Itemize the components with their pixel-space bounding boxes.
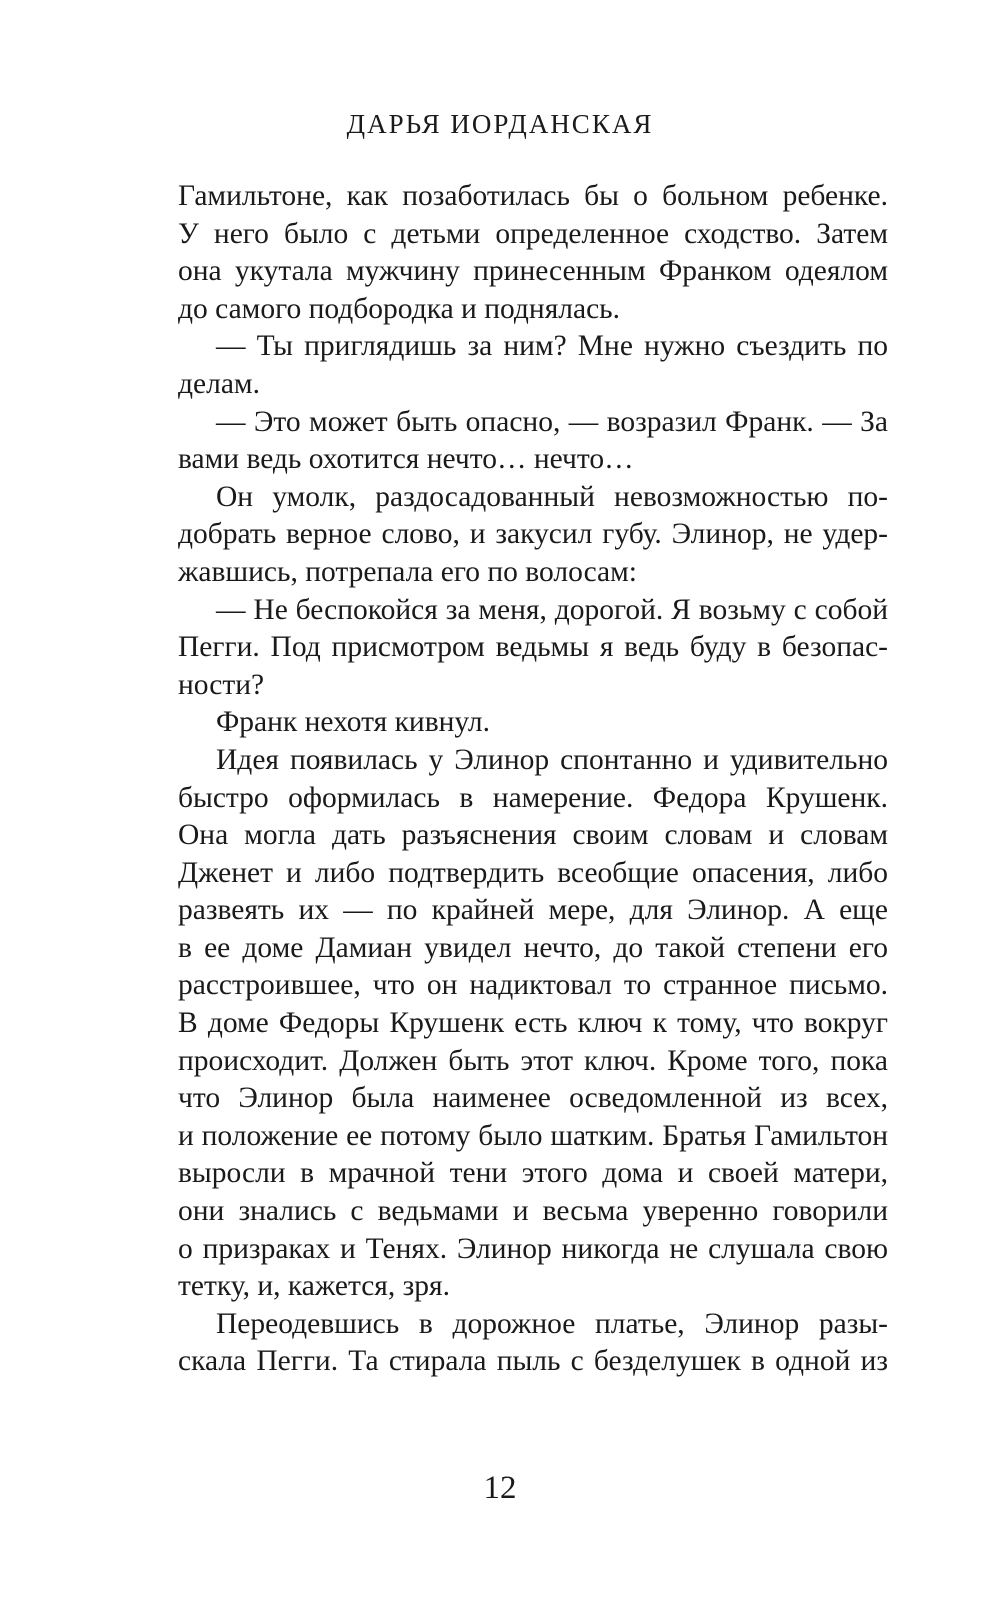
text-line: вами ведь охотится нечто… нечто…: [178, 443, 634, 476]
text-line: Дженет и либо подтвердить всеобщие опасения, либо: [178, 856, 888, 889]
text-line: Гамильтоне, как позаботилась бы о больном ребенке.: [178, 180, 888, 212]
text-line: Переодевшись в дорожное платье, Элинор разы-: [216, 1307, 888, 1340]
page-number: 12: [483, 1470, 517, 1506]
text-line: Он умолк, раздосадованный невозможностью по-: [216, 480, 888, 513]
running-header-author: ДАРЬЯ ИОРДАНСКАЯ: [346, 109, 654, 139]
text-line: выросли в мрачной тени этого дома и своей матери,: [178, 1157, 888, 1190]
text-line: что Элинор была наименее осведомленной из всех,: [178, 1082, 888, 1115]
text-line: — Это может быть опасно, — возразил Франк. — За: [216, 405, 888, 438]
text-line: добрать верное слово, и закусил губу. Элинор, не удер-: [178, 518, 888, 551]
text-line: быстро оформилась в намерение. Федора Крушенк.: [178, 781, 888, 814]
text-line: в ее доме Дамиан увидел нечто, до такой степени его: [178, 931, 888, 964]
text-line: — Не беспокойся за меня, дорогой. Я возьму с собой: [216, 593, 888, 626]
text-line: расстроившее, что он надиктовал то странное письмо.: [178, 969, 888, 1002]
text-line: она укутала мужчину принесенным Франком одеялом: [178, 255, 888, 288]
text-line: Франк нехотя кивнул.: [216, 706, 490, 739]
text-line: происходит. Должен быть этот ключ. Кроме того, пока: [178, 1044, 888, 1077]
text-line: до самого подбородка и поднялась.: [178, 292, 621, 325]
text-line: и положение ее потому было шатким. Братья Гамильтон: [178, 1119, 888, 1152]
text-line: Пегги. Под присмотром ведьмы я ведь буду в безопас-: [178, 631, 888, 664]
text-line: скала Пегги. Та стирала пыль с безделушек в одной из: [178, 1345, 888, 1378]
text-line: они знались с ведьмами и весьма уверенно говорили: [178, 1195, 888, 1228]
text-line: — Ты приглядишь за ним? Мне нужно съездить по: [216, 330, 888, 363]
text-line: ности?: [178, 668, 265, 701]
text-line: Идея появилась у Элинор спонтанно и удивительно: [216, 743, 888, 776]
text-line: Она могла дать разъяснения своим словам и словам: [178, 819, 888, 852]
text-line: У него было с детьми определенное сходство. Затем: [178, 217, 888, 250]
text-line: тетку, и, кажется, зря.: [178, 1270, 450, 1303]
text-line: делам.: [178, 367, 260, 400]
text-line: развеять их — по крайней мере, для Элинор. А еще: [178, 894, 888, 927]
body-text: [178, 178, 888, 1381]
text-line: В доме Федоры Крушенк есть ключ к тому, что вокруг: [178, 1007, 888, 1040]
text-line: жавшись, потрепала его по волосам:: [178, 555, 637, 588]
text-line: о призраках и Тенях. Элинор никогда не слушала свою: [178, 1232, 888, 1265]
